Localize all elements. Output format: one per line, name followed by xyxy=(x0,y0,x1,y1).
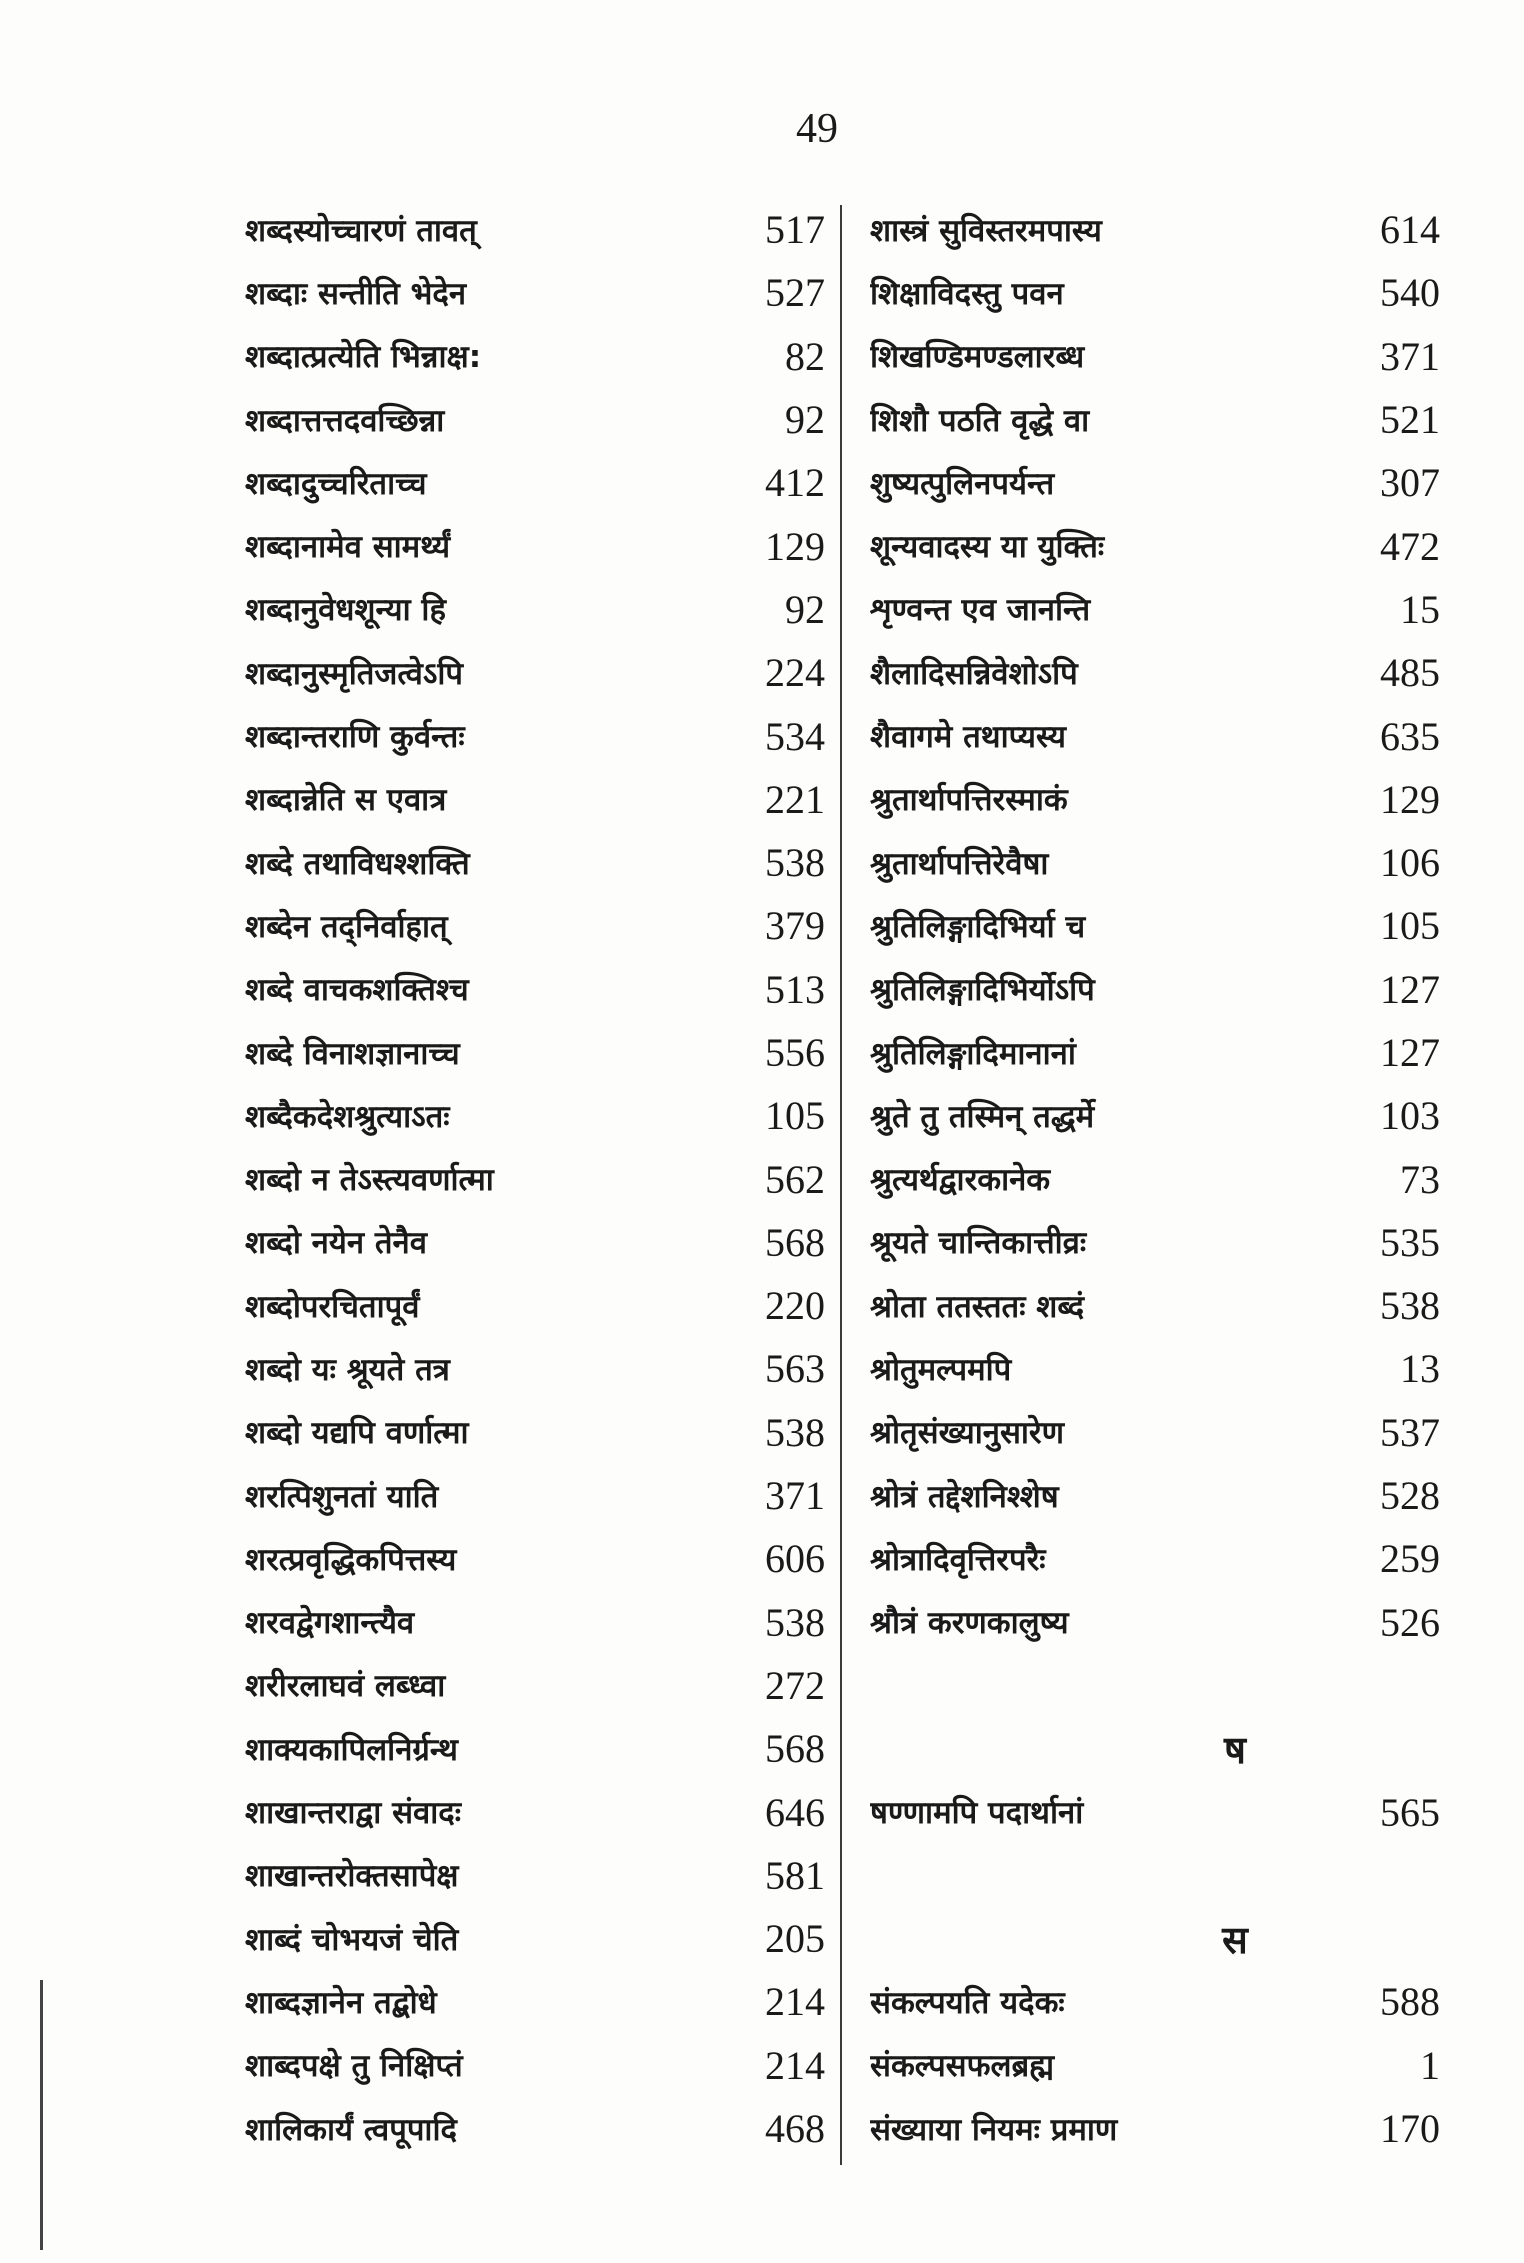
entry-page-number: 562 xyxy=(765,1156,825,1202)
entry-page-number: 556 xyxy=(765,1030,825,1075)
entry-text: शब्दे तथाविधश्शक्ति xyxy=(245,845,470,882)
entry-page-number: 224 xyxy=(765,650,825,696)
entry-text: श्रूयते चान्तिकात्तीव्रः xyxy=(870,1225,1087,1262)
entry-text: शाब्दं चोभयजं चेति xyxy=(245,1921,459,1958)
entry-page-number: 106 xyxy=(1380,840,1440,886)
index-entry xyxy=(245,261,825,324)
entry-text: शिशौ पठति वृद्धे वा xyxy=(870,402,1090,439)
index-entry xyxy=(870,1970,1440,2033)
entry-page-number: 129 xyxy=(765,523,825,569)
index-entry xyxy=(870,388,1440,451)
left-column xyxy=(245,198,825,2160)
entry-text: शब्दो यः श्रूयते तत्र xyxy=(245,1351,450,1388)
index-entry xyxy=(245,1464,825,1527)
entry-text: शाखान्तरोक्तसापेक्ष xyxy=(245,1858,459,1895)
entry-page-number: 538 xyxy=(765,840,825,886)
entry-text: श्रुते तु तस्मिन् तद्धर्मे xyxy=(870,1098,1095,1135)
entry-text: शरत्पिशुनतां याति xyxy=(245,1478,439,1515)
entry-text: श्रुतार्थापत्तिरस्माकं xyxy=(870,782,1068,819)
entry-text: संख्याया नियमः प्रमाण xyxy=(870,2111,1118,2148)
index-entry xyxy=(245,1907,825,1970)
entry-page-number: 307 xyxy=(1380,460,1440,506)
entry-page-number: 535 xyxy=(1380,1219,1440,1265)
index-entry xyxy=(245,1021,825,1084)
entry-page-number: 513 xyxy=(765,966,825,1012)
index-entry xyxy=(245,1780,825,1843)
entry-text: श्रोत्रादिवृत्तिरपरैः xyxy=(870,1541,1046,1578)
entry-text: शब्दो यद्यपि वर्णात्मा xyxy=(245,1415,469,1452)
entry-page-number: 537 xyxy=(1380,1409,1440,1455)
entry-text: श्रोतुमल्पमपि xyxy=(870,1351,1012,1388)
entry-page-number: 214 xyxy=(765,1979,825,2025)
entry-text: शरत्प्रवृद्धिकपित्तस्य xyxy=(245,1541,457,1578)
index-entry xyxy=(870,261,1440,324)
entry-page-number: 205 xyxy=(765,1916,825,1962)
entry-page-number: 129 xyxy=(1380,776,1440,822)
entry-text: श्रुतिलिङ्गादिभिर्या च xyxy=(870,908,1086,945)
entry-page-number: 73 xyxy=(1400,1156,1440,1202)
entry-text: संकल्पसफलब्रह्म xyxy=(870,2048,1055,2085)
entry-text: शाक्यकापिलनिर्ग्रन्थ xyxy=(245,1731,458,1768)
entry-text: श्रौत्रं करणकालुष्य xyxy=(870,1605,1069,1642)
entry-text: शब्दान्तराणि कुर्वन्तः xyxy=(245,719,465,756)
entry-page-number: 468 xyxy=(765,2106,825,2152)
entry-page-number: 521 xyxy=(1380,397,1440,443)
entry-page-number: 534 xyxy=(765,713,825,759)
index-entry xyxy=(245,325,825,388)
entry-text: श्रुत्यर्थद्वारकानेक xyxy=(870,1162,1051,1199)
entry-text: शब्दात्तत्तदवच्छिन्ना xyxy=(245,402,445,439)
entry-page-number: 103 xyxy=(1380,1093,1440,1139)
index-entry xyxy=(245,388,825,451)
index-entry xyxy=(870,2097,1440,2160)
index-entry xyxy=(870,1527,1440,1590)
entry-text: शब्दानुस्मृतिजत्वेऽपि xyxy=(245,655,463,692)
index-entry xyxy=(245,1527,825,1590)
entry-page-number: 170 xyxy=(1380,2106,1440,2152)
index-entry xyxy=(245,1401,825,1464)
entry-text: श्रुतिलिङ्गादिमानानां xyxy=(870,1035,1076,1072)
section-heading-row xyxy=(870,1907,1440,1970)
index-entry xyxy=(245,514,825,577)
index-entry xyxy=(245,198,825,261)
index-entry xyxy=(245,1591,825,1654)
entry-text: शरीरलाघवं लब्ध्वा xyxy=(245,1668,446,1705)
index-entry xyxy=(245,1147,825,1210)
index-entry xyxy=(870,451,1440,514)
entry-page-number: 614 xyxy=(1380,207,1440,253)
entry-page-number: 568 xyxy=(765,1726,825,1772)
entry-page-number: 214 xyxy=(765,2042,825,2088)
index-entry xyxy=(870,831,1440,894)
index-entry xyxy=(245,1654,825,1717)
entry-page-number: 528 xyxy=(1380,1473,1440,1519)
entry-text: श्रुतिलिङ्गादिभिर्योऽपि xyxy=(870,972,1095,1009)
index-entry xyxy=(245,768,825,831)
index-entry xyxy=(870,1147,1440,1210)
entry-page-number: 371 xyxy=(1380,333,1440,379)
index-entry xyxy=(870,704,1440,767)
section-heading: ष xyxy=(1224,1727,1246,1772)
entry-text: शाब्दपक्षे तु निक्षिप्तं xyxy=(245,2048,463,2085)
entry-page-number: 105 xyxy=(1380,903,1440,949)
entry-page-number: 527 xyxy=(765,270,825,316)
entry-page-number: 92 xyxy=(785,586,825,632)
blank-row xyxy=(870,1844,1440,1907)
index-entry xyxy=(870,198,1440,261)
entry-page-number: 526 xyxy=(1380,1599,1440,1645)
index-entry xyxy=(870,1274,1440,1337)
entry-text: श्रोतृसंख्यानुसारेण xyxy=(870,1415,1065,1452)
entry-page-number: 565 xyxy=(1380,1789,1440,1835)
index-entry xyxy=(245,1844,825,1907)
index-entry xyxy=(245,1337,825,1400)
index-entry xyxy=(245,831,825,894)
column-divider xyxy=(840,205,842,2165)
index-entry xyxy=(870,1021,1440,1084)
entry-page-number: 568 xyxy=(765,1219,825,1265)
entry-text: शब्दैकदेशश्रुत्याऽतः xyxy=(245,1098,450,1135)
entry-text: शब्दस्योच्चारणं तावत् xyxy=(245,212,477,249)
entry-text: शास्त्रं सुविस्तरमपास्य xyxy=(870,212,1102,249)
entry-page-number: 646 xyxy=(765,1789,825,1835)
entry-page-number: 15 xyxy=(1400,586,1440,632)
index-entry xyxy=(245,1970,825,2033)
index-entry xyxy=(245,1084,825,1147)
entry-text: शब्दो नयेन तेनैव xyxy=(245,1225,427,1262)
index-entry xyxy=(245,2034,825,2097)
entry-text: शिखण्डिमण्डलारब्ध xyxy=(870,339,1085,376)
entry-page-number: 563 xyxy=(765,1346,825,1392)
index-entry xyxy=(245,1211,825,1274)
entry-text: शिक्षाविदस्तु पवन xyxy=(870,275,1064,312)
entry-page-number: 412 xyxy=(765,460,825,506)
index-entry xyxy=(870,768,1440,831)
entry-text: शून्यवादस्य या युक्तिः xyxy=(870,529,1105,566)
entry-text: शब्दे विनाशज्ञानाच्च xyxy=(245,1035,460,1072)
entry-text: शब्दानुवेधशून्या हि xyxy=(245,592,446,629)
index-entry xyxy=(870,1591,1440,1654)
index-entry xyxy=(870,1337,1440,1400)
index-entry xyxy=(245,1274,825,1337)
index-entry xyxy=(870,1084,1440,1147)
entry-page-number: 13 xyxy=(1400,1346,1440,1392)
entry-text: शरवद्वेगशान्त्यैव xyxy=(245,1605,415,1642)
entry-text: शालिकार्यं त्वपूपादि xyxy=(245,2111,457,2148)
entry-text: शाखान्तराद्वा संवादः xyxy=(245,1795,462,1832)
margin-mark xyxy=(40,1980,43,2250)
index-entry xyxy=(245,704,825,767)
entry-text: शैवागमे तथाप्यस्य xyxy=(870,719,1066,756)
entry-page-number: 92 xyxy=(785,397,825,443)
entry-text: शब्दाः सन्तीति भेदेन xyxy=(245,275,467,312)
entry-page-number: 485 xyxy=(1380,650,1440,696)
entry-text: संकल्पयति यदेकः xyxy=(870,1984,1065,2021)
entry-page-number: 540 xyxy=(1380,270,1440,316)
entry-text: शाब्दज्ञानेन तद्बोधे xyxy=(245,1984,437,2021)
index-entry xyxy=(245,958,825,1021)
entry-text: शब्दानामेव सामर्थ्यं xyxy=(245,529,451,566)
entry-text: शब्देन तद्निर्वाहात् xyxy=(245,908,448,945)
entry-text: श्रोत्रं तद्देशनिश्शेष xyxy=(870,1478,1059,1515)
index-entry xyxy=(245,451,825,514)
entry-text: शृण्वन्त एव जानन्ति xyxy=(870,592,1091,629)
entry-text: शब्दान्नेति स एवात्र xyxy=(245,782,447,819)
entry-page-number: 635 xyxy=(1380,713,1440,759)
entry-page-number: 581 xyxy=(765,1852,825,1898)
index-entry xyxy=(870,1211,1440,1274)
entry-text: शब्दादुच्चरिताच्च xyxy=(245,465,427,502)
entry-text: शब्दो न तेऽस्त्यवर्णात्मा xyxy=(245,1162,494,1199)
entry-page-number: 259 xyxy=(1380,1536,1440,1582)
index-entry xyxy=(870,514,1440,577)
entry-page-number: 127 xyxy=(1380,966,1440,1012)
entry-page-number: 379 xyxy=(765,903,825,949)
index-entry xyxy=(245,578,825,641)
index-entry xyxy=(870,1780,1440,1843)
section-heading-row xyxy=(870,1717,1440,1780)
entry-text: शब्दोपरचितापूर्वं xyxy=(245,1288,420,1325)
entry-page-number: 105 xyxy=(765,1093,825,1139)
index-entry xyxy=(870,641,1440,704)
entry-page-number: 588 xyxy=(1380,1979,1440,2025)
entry-text: शैलादिसन्निवेशोऽपि xyxy=(870,655,1078,692)
entry-text: षण्णामपि पदार्थानां xyxy=(870,1795,1084,1832)
entry-text: श्रोता ततस्ततः शब्दं xyxy=(870,1288,1085,1325)
index-entry xyxy=(245,2097,825,2160)
right-column xyxy=(870,198,1440,2160)
index-entry xyxy=(870,1464,1440,1527)
entry-text: शब्दात्प्रत्येति भिन्नाक्ष: xyxy=(245,339,482,376)
entry-text: शुष्यत्पुलिनपर्यन्त xyxy=(870,465,1055,502)
page-number: 49 xyxy=(796,106,838,152)
entry-page-number: 472 xyxy=(1380,523,1440,569)
entry-page-number: 1 xyxy=(1420,2042,1440,2088)
index-entry xyxy=(870,1401,1440,1464)
index-entry xyxy=(870,578,1440,641)
entry-page-number: 82 xyxy=(785,333,825,379)
index-entry xyxy=(245,641,825,704)
index-entry xyxy=(870,2034,1440,2097)
entry-page-number: 606 xyxy=(765,1536,825,1582)
index-entry xyxy=(870,958,1440,1021)
entry-page-number: 127 xyxy=(1380,1030,1440,1075)
entry-page-number: 220 xyxy=(765,1283,825,1329)
entry-page-number: 517 xyxy=(765,207,825,253)
index-entry xyxy=(245,1717,825,1780)
entry-page-number: 221 xyxy=(765,776,825,822)
entry-page-number: 538 xyxy=(765,1599,825,1645)
entry-text: शब्दे वाचकशक्तिश्च xyxy=(245,972,469,1009)
section-heading: स xyxy=(1222,1917,1248,1962)
index-entry xyxy=(870,894,1440,957)
entry-page-number: 538 xyxy=(1380,1283,1440,1329)
entry-page-number: 538 xyxy=(765,1409,825,1455)
entry-page-number: 272 xyxy=(765,1662,825,1708)
entry-page-number: 371 xyxy=(765,1473,825,1519)
entry-text: श्रुतार्थापत्तिरेवैषा xyxy=(870,845,1049,882)
index-entry xyxy=(870,325,1440,388)
blank-row xyxy=(870,1654,1440,1717)
index-entry xyxy=(245,894,825,957)
